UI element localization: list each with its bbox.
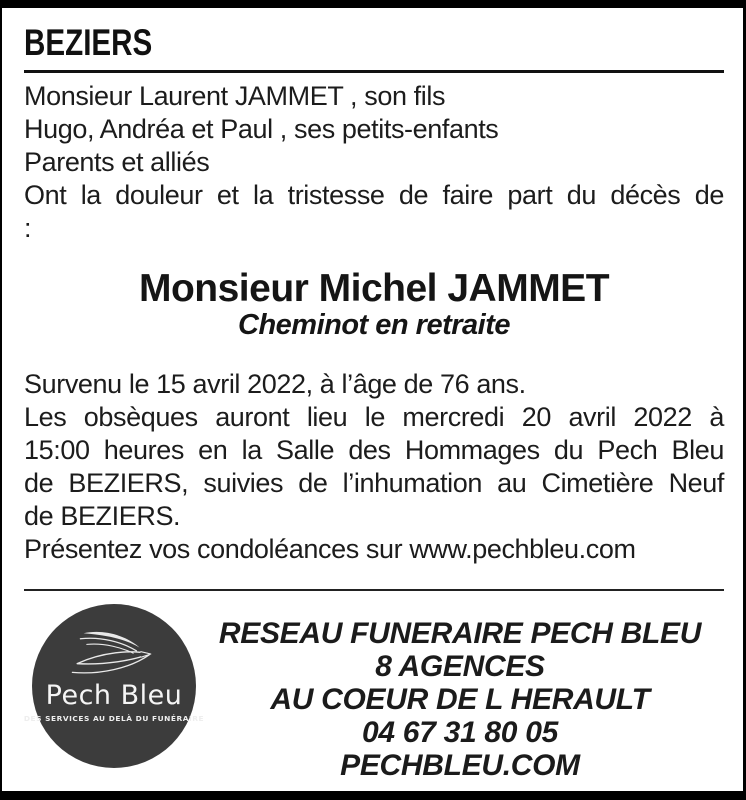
city-heading-text: BEZIERS	[24, 22, 153, 63]
intro-line: Ont la douleur et la tristesse de faire part du décès de	[24, 180, 724, 210]
agencies-line: 8 AGENCES	[375, 650, 545, 683]
condolence-line: Présentez vos condoléances sur www.pechbleu.com	[24, 534, 636, 564]
notice-content	[2, 24, 743, 566]
detail-line: de BEZIERS.	[24, 501, 181, 531]
funeral-network-line: RESEAU FUNERAIRE PECH BLEU	[218, 617, 702, 650]
intro-line: Parents et alliés	[24, 147, 210, 177]
funeral-home-footer	[24, 604, 724, 782]
deceased-title: Cheminot en retraite	[238, 309, 510, 341]
intro-block	[24, 80, 724, 245]
deceased-name: Monsieur Michel JAMMET	[138, 267, 610, 310]
detail-line: de BEZIERS, suivies de l’inhumation au Cimetière Neuf	[24, 468, 724, 498]
logo-name: Pech Bleu	[45, 680, 183, 711]
detail-line: 15:00 heures en la Salle des Hommages du Pech Bleu	[24, 435, 724, 465]
website: PECHBLEU.COM	[340, 749, 580, 782]
funeral-home-logo	[23, 604, 205, 768]
phone-number: 04 67 31 80 05	[362, 716, 558, 749]
details-block	[24, 368, 724, 566]
intro-line: :	[24, 213, 32, 243]
city-heading	[24, 24, 724, 61]
intro-line: Hugo, Andréa et Paul , ses petits-enfants	[24, 114, 499, 144]
intro-line: Monsieur Laurent JAMMET , son fils	[24, 81, 446, 111]
funeral-home-info	[196, 617, 724, 782]
heading-rule	[24, 70, 724, 73]
deceased-block	[24, 269, 724, 342]
bird-swoosh-icon	[66, 628, 162, 680]
logo-tagline: DES SERVICES AU DELÀ DU FUNÉRAIRE	[23, 714, 205, 723]
detail-line: Les obsèques auront lieu le mercredi 20 avril 2022 à	[24, 402, 724, 432]
section-divider	[24, 589, 724, 591]
detail-line: Survenu le 15 avril 2022, à l’âge de 76 ans.	[24, 369, 526, 399]
region-line: AU COEUR DE L HERAULT	[270, 683, 650, 716]
